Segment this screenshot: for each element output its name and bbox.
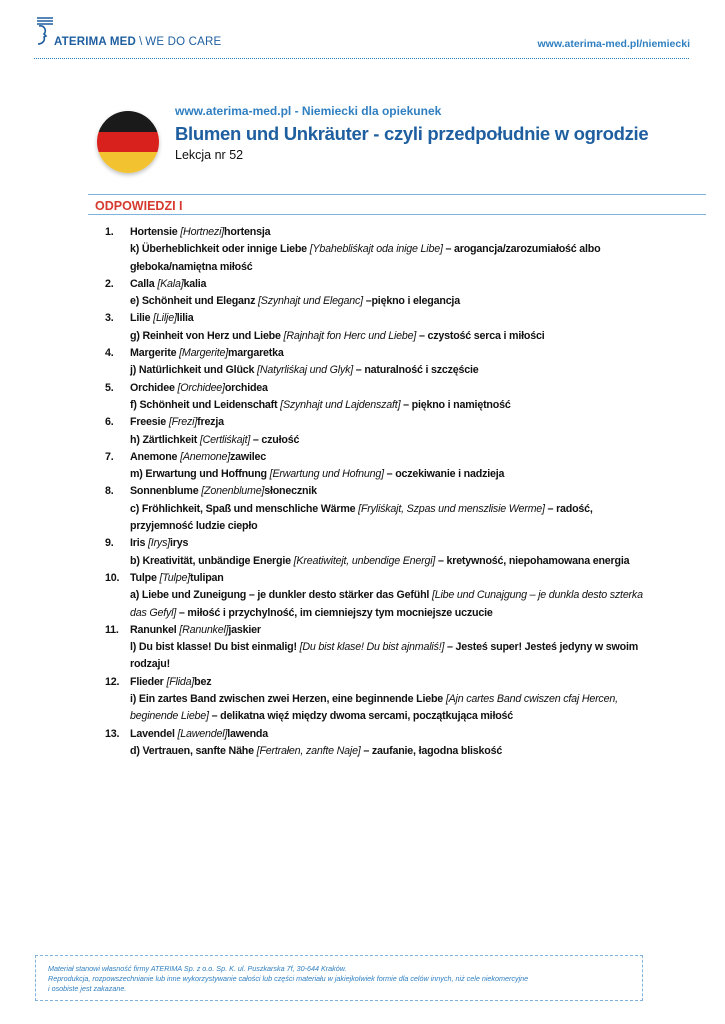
answer-headword-row — [105, 310, 665, 327]
polish-meaning: – radość, — [544, 502, 593, 515]
german-meaning: i) Ein zartes Band zwischen zwei Herzen, eine beginnende Liebe — [130, 693, 444, 706]
german-meaning: c) Fröhlichkeit, Spaß und menschliche Wärme — [130, 502, 356, 515]
logo-brand: ATERIMA MED — [54, 36, 137, 48]
answer-meaning-line — [105, 691, 665, 708]
answer-number: 12. — [105, 675, 120, 688]
answer-headword — [130, 674, 211, 691]
answer-meaning-line — [105, 639, 665, 656]
answer-meaning-line — [105, 432, 665, 449]
answer-item — [105, 449, 665, 484]
answer-headword-row — [105, 224, 665, 241]
answer-item — [105, 622, 665, 674]
answer-meaning-line — [105, 293, 665, 310]
german-meaning: f) Schönheit und Leidenschaft — [130, 398, 278, 411]
pronunciation: [Frezi] — [168, 416, 198, 429]
answer-item — [105, 276, 665, 311]
polish-translation: lawenda — [227, 727, 268, 740]
answer-item — [105, 535, 665, 570]
answer-headword — [130, 449, 266, 466]
title-block — [175, 104, 695, 163]
meaning-pronunciation: [Rajnhajt fon Herc und Liebe] — [283, 329, 417, 342]
german-word: Freesie — [130, 416, 167, 429]
polish-meaning: – oczekiwanie i nadzieja — [383, 468, 505, 481]
german-word: Hortensie — [130, 226, 178, 238]
answer-headword-row — [105, 414, 665, 431]
polish-translation: lilia — [176, 312, 194, 325]
answer-number: 1. — [105, 226, 114, 238]
answer-headword — [130, 570, 224, 587]
pronunciation: [Ranunkel] — [179, 623, 229, 636]
meaning-pronunciation: [Natyrliśkaj und Glyk] — [257, 364, 354, 377]
polish-meaning: – czułość — [250, 433, 300, 446]
pronunciation: [Irys] — [148, 537, 170, 550]
logo-separator: \ — [139, 36, 143, 48]
answer-meaning-line — [105, 328, 665, 345]
answer-headword-row — [105, 674, 665, 691]
germany-flag-icon — [97, 111, 159, 173]
german-word: Lilie — [130, 312, 151, 325]
footer-line-3: i osobiste jest zakazane. — [48, 984, 127, 993]
meaning-pronunciation: [Szynhajt und Eleganc] — [258, 295, 363, 308]
german-word: Sonnenblume — [130, 485, 199, 498]
flag-stripe-gold — [97, 152, 159, 173]
polish-translation: słonecznik — [264, 485, 317, 498]
answer-headword — [130, 380, 268, 397]
polish-translation: jaskier — [228, 623, 261, 636]
polish-translation: hortensja — [224, 226, 271, 238]
answer-headword-row — [105, 535, 665, 552]
page-header — [0, 0, 725, 60]
polish-meaning: – kretywność, niepohamowana energia — [435, 554, 630, 567]
german-meaning: a) Liebe und Zuneigung – je dunkler desto stärker das Gefühl — [130, 589, 430, 602]
lesson-number: Lekcja nr 52 — [175, 148, 244, 162]
german-word: Margerite — [130, 347, 177, 360]
german-meaning: h) Zärtlichkeit — [130, 433, 198, 446]
pronunciation: [Anemone] — [180, 450, 230, 463]
answer-item — [105, 726, 665, 761]
section-title: ODPOWIEDZI I — [95, 199, 183, 213]
polish-meaning: –piękno i elegancja — [362, 295, 460, 308]
answer-number: 10. — [105, 571, 120, 584]
answer-number: 13. — [105, 727, 120, 740]
german-word: Calla — [130, 277, 155, 290]
german-meaning: m) Erwartung und Hoffnung — [130, 468, 267, 481]
meaning-pronunciation: [Fertrałen, zanfte Naje] — [256, 744, 361, 757]
answer-item — [105, 224, 665, 276]
pronunciation: [Kala] — [157, 277, 184, 290]
pronunciation: [Flida] — [166, 675, 195, 688]
answer-meaning-line — [105, 553, 665, 570]
answer-number: 3. — [105, 312, 114, 325]
pronunciation: [Lilje] — [153, 312, 177, 325]
answer-headword — [130, 535, 188, 552]
answer-number: 9. — [105, 537, 114, 550]
answer-headword — [130, 622, 261, 639]
polish-translation: frezja — [197, 416, 224, 429]
meaning-pronunciation: das Gefyl] — [130, 606, 177, 619]
answer-headword — [130, 310, 194, 327]
footer-line-1: Materiał stanowi własność firmy ATERIMA Sp. z o.o. Sp. K. ul. Puszkarska 7f, 30-644 Kraków. — [48, 964, 347, 973]
answer-headword — [130, 224, 270, 241]
meaning-pronunciation: [Libe und Cunajgung – je dunkla desto szterka — [431, 589, 643, 602]
meaning-pronunciation: [Ybahebliśkajt oda inige Libe] — [309, 243, 443, 256]
answer-item — [105, 310, 665, 345]
answer-headword — [130, 726, 268, 743]
copyright-footer — [35, 955, 643, 1001]
german-meaning: przyjemność ludzie ciepło — [130, 520, 258, 533]
answer-headword — [130, 345, 284, 362]
polish-translation: kalia — [183, 277, 207, 290]
answer-meaning-line — [105, 656, 665, 673]
answer-item — [105, 674, 665, 726]
german-word: Iris — [130, 537, 146, 550]
answer-item — [105, 414, 665, 449]
pronunciation: [Tulpe] — [159, 571, 190, 584]
meaning-pronunciation: [Kreatiwitejt, unbendige Energi] — [293, 554, 436, 567]
polish-translation: bez — [194, 675, 212, 688]
meaning-pronunciation: [Fryliśkajt, Szpas und menszlisie Werme] — [358, 502, 545, 515]
section-divider-bottom — [88, 214, 706, 215]
meaning-pronunciation: [Szynhajt und Lajdenszaft] — [280, 398, 401, 411]
polish-translation: margaretka — [227, 347, 284, 360]
meaning-pronunciation: [Certliśkajt] — [199, 433, 251, 446]
pronunciation: [Hortnezi] — [180, 226, 225, 238]
answers-list — [105, 224, 665, 760]
answer-item — [105, 345, 665, 380]
german-meaning: rodzaju! — [130, 658, 170, 671]
answer-headword-row — [105, 726, 665, 743]
pronunciation: [Margerite] — [179, 347, 228, 360]
answer-meaning-line — [105, 708, 665, 725]
polish-translation: irys — [170, 537, 189, 550]
answer-headword-row — [105, 276, 665, 293]
meaning-pronunciation: [Du bist klase! Du bist ajnmaliś!] — [299, 641, 445, 654]
polish-meaning: – zaufanie, łagodna bliskość — [360, 744, 503, 757]
section-divider-top — [88, 194, 706, 195]
polish-meaning: – piękno i namiętność — [400, 398, 511, 411]
flag-stripe-black — [97, 111, 159, 132]
german-word: Tulpe — [130, 571, 157, 584]
answer-meaning-line — [105, 743, 665, 760]
german-meaning: g) Reinheit von Herz und Liebe — [130, 329, 281, 342]
meaning-pronunciation: beginende Liebe] — [130, 710, 209, 723]
polish-translation: tulipan — [189, 571, 224, 584]
polish-meaning: – delikatna więź między dwoma sercami, początkująca miłość — [208, 710, 514, 723]
answer-meaning-line — [105, 587, 665, 604]
answer-meaning-line — [105, 362, 665, 379]
answer-meaning-line — [105, 397, 665, 414]
polish-translation: orchidea — [224, 381, 268, 394]
answer-meaning-line — [105, 259, 665, 276]
answer-item — [105, 380, 665, 415]
answer-item — [105, 570, 665, 622]
answer-number: 7. — [105, 450, 114, 463]
polish-meaning: – Jesteś super! Jesteś jedyny w swoim — [444, 641, 639, 654]
meaning-pronunciation: [Erwartung und Hofnung] — [269, 468, 384, 481]
answer-meaning-line — [105, 501, 665, 518]
german-meaning: d) Vertrauen, sanfte Nähe — [130, 744, 254, 757]
course-supertitle: www.aterima-med.pl - Niemiecki dla opiekunek — [175, 104, 442, 118]
german-word: Anemone — [130, 450, 178, 463]
answer-meaning-line — [105, 518, 665, 535]
german-meaning: głeboka/namiętna miłość — [130, 260, 253, 273]
pronunciation: [Orchidee] — [177, 381, 225, 394]
german-word: Flieder — [130, 675, 164, 688]
answer-number: 5. — [105, 381, 114, 394]
answer-headword-row — [105, 380, 665, 397]
answer-headword-row — [105, 483, 665, 500]
answer-meaning-line — [105, 605, 665, 622]
pronunciation: [Zonenblume] — [201, 485, 265, 498]
answer-number: 4. — [105, 347, 114, 360]
polish-meaning: – czystość serca i miłości — [416, 329, 545, 342]
logo-tagline: WE DO CARE — [145, 36, 222, 48]
german-meaning: e) Schönheit und Eleganz — [130, 295, 256, 308]
answer-headword — [130, 276, 206, 293]
header-divider — [34, 58, 689, 59]
answer-headword-row — [105, 570, 665, 587]
german-word: Orchidee — [130, 381, 175, 394]
answer-headword — [130, 483, 317, 500]
footer-line-2: Reprodukcja, rozpowszechnianie lub inne wykorzystywanie całości lub części materiału w jakiejkolwiek formie dla celów innych, niż cele niekomercyjne — [48, 974, 529, 983]
polish-translation: zawilec — [229, 450, 266, 463]
answer-meaning-line — [105, 466, 665, 483]
pronunciation: [Lawendel] — [177, 727, 228, 740]
logo-wordmark — [54, 36, 221, 48]
polish-meaning: – naturalność i szczęście — [353, 364, 479, 377]
german-word: Ranunkel — [130, 623, 177, 636]
polish-meaning: – miłość i przychylność, im ciemniejszy tym mocniejsze uczucie — [176, 606, 493, 619]
german-meaning: b) Kreativität, unbändige Energie — [130, 554, 291, 567]
lesson-title: Blumen und Unkräuter - czyli przedpołudnie w ogrodzie — [175, 123, 649, 144]
site-url-link[interactable]: www.aterima-med.pl/niemiecki — [537, 38, 690, 50]
german-meaning: k) Überheblichkeit oder innige Liebe — [130, 243, 307, 256]
german-word: Lavendel — [130, 727, 175, 740]
answer-headword-row — [105, 345, 665, 362]
answer-number: 2. — [105, 277, 114, 290]
answer-item — [105, 483, 665, 535]
answer-meaning-line — [105, 241, 665, 258]
answer-number: 8. — [105, 485, 114, 498]
polish-meaning: – arogancja/zarozumiałość albo — [442, 243, 601, 256]
answer-headword-row — [105, 449, 665, 466]
answer-headword — [130, 414, 224, 431]
meaning-pronunciation: [Ajn cartes Band cwiszen cfaj Hercen, — [445, 693, 618, 706]
flag-stripe-red — [97, 132, 159, 153]
answer-number: 6. — [105, 416, 114, 429]
german-meaning: l) Du bist klasse! Du bist einmalig! — [130, 641, 297, 654]
german-meaning: j) Natürlichkeit und Glück — [130, 364, 255, 377]
answer-number: 11. — [105, 623, 119, 636]
face-profile-logo-icon — [34, 16, 56, 46]
answer-headword-row — [105, 622, 665, 639]
